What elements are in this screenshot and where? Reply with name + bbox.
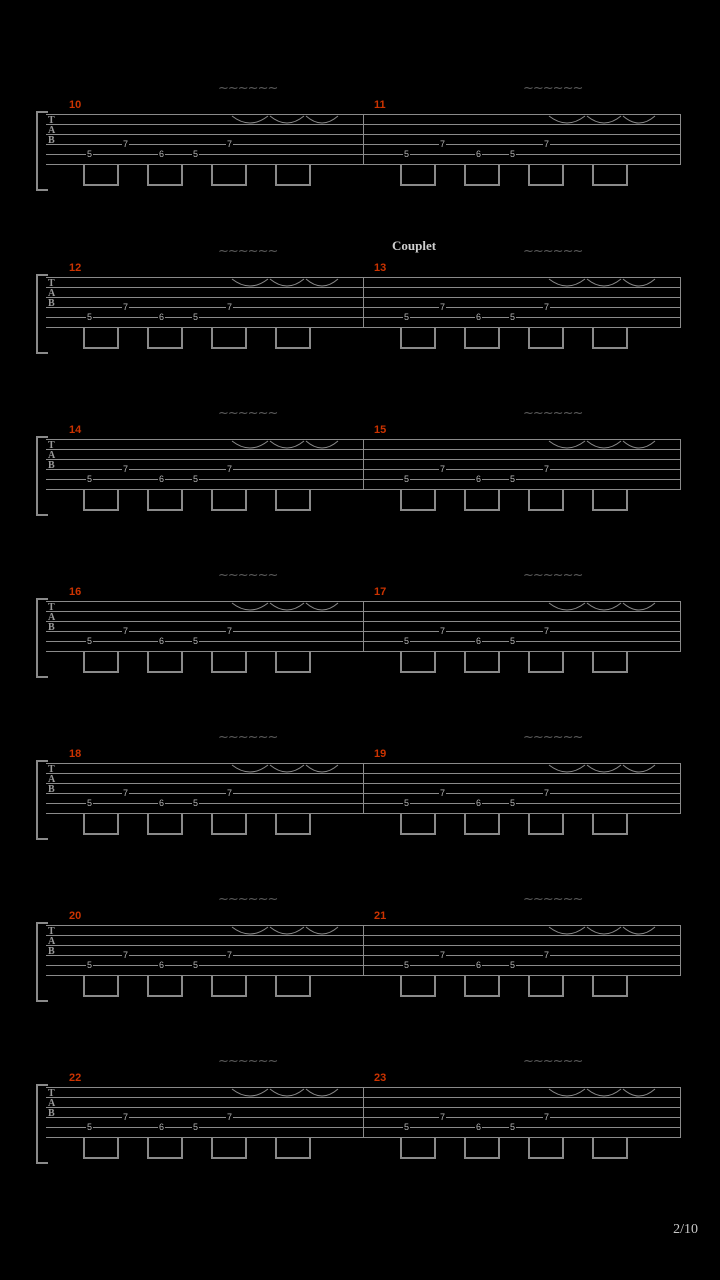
fret-number: 6 <box>476 474 482 484</box>
fret-number: 5 <box>193 1122 199 1132</box>
fret-number: 5 <box>510 1122 516 1132</box>
fret-number: 5 <box>193 960 199 970</box>
fret-number: 7 <box>123 464 129 474</box>
rhythm-notation <box>363 490 683 522</box>
vibrato-squiggle-icon: ~~~~~~ <box>523 730 583 745</box>
measure-number: 13 <box>374 262 387 274</box>
slur-arcs <box>363 1083 683 1123</box>
fret-number: 6 <box>159 149 165 159</box>
vibrato-squiggle-icon: ~~~~~~ <box>523 568 583 583</box>
rhythm-notation <box>363 165 683 197</box>
tab-clef-letter: A <box>48 450 56 461</box>
fret-number: 7 <box>544 139 550 149</box>
measure-number: 15 <box>374 424 387 436</box>
slur-arcs <box>363 110 683 150</box>
tab-clef-letter: B <box>48 946 55 957</box>
measure-number: 11 <box>374 99 386 111</box>
fret-number: 7 <box>227 950 233 960</box>
fret-number: 5 <box>404 149 410 159</box>
vibrato-squiggle-icon: ~~~~~~ <box>218 1054 278 1069</box>
measure-number: 20 <box>69 910 82 922</box>
fret-number: 5 <box>193 312 199 322</box>
fret-number: 6 <box>159 312 165 322</box>
slur-arcs <box>363 759 683 799</box>
fret-number: 5 <box>510 149 516 159</box>
measure-number: 22 <box>69 1072 82 1084</box>
vibrato-squiggle-icon: ~~~~~~ <box>218 568 278 583</box>
section-label: Couplet <box>392 238 437 253</box>
tab-clef-letter: A <box>48 612 56 623</box>
vibrato-squiggle-icon: ~~~~~~ <box>218 730 278 745</box>
fret-number: 7 <box>123 626 129 636</box>
tab-clef-letter: A <box>48 288 56 299</box>
rhythm-notation <box>363 328 683 360</box>
fret-number: 5 <box>193 474 199 484</box>
slur-arcs <box>363 273 683 313</box>
fret-number: 5 <box>193 798 199 808</box>
fret-number: 5 <box>87 474 93 484</box>
slur-arcs <box>46 597 366 637</box>
fret-number: 6 <box>159 798 165 808</box>
fret-number: 6 <box>476 960 482 970</box>
fret-number: 5 <box>87 1122 93 1132</box>
measure-number: 19 <box>374 748 387 760</box>
tab-clef-letter: T <box>48 764 55 775</box>
fret-number: 7 <box>440 950 446 960</box>
tab-clef-letter: B <box>48 784 55 795</box>
measure-number: 23 <box>374 1072 387 1084</box>
fret-number: 5 <box>87 149 93 159</box>
fret-number: 7 <box>227 788 233 798</box>
fret-number: 7 <box>544 950 550 960</box>
fret-number: 5 <box>87 798 93 808</box>
measure-number: 21 <box>374 910 387 922</box>
tab-clef-letter: A <box>48 774 56 785</box>
measure-number: 12 <box>69 262 82 274</box>
fret-number: 6 <box>476 636 482 646</box>
fret-number: 7 <box>123 788 129 798</box>
tab-clef-letter: B <box>48 1108 55 1119</box>
fret-number: 7 <box>440 1112 446 1122</box>
tab-clef-letter: T <box>48 602 55 613</box>
vibrato-squiggle-icon: ~~~~~~ <box>523 244 583 259</box>
tab-clef-letter: T <box>48 278 55 289</box>
rhythm-notation <box>363 652 683 684</box>
fret-number: 7 <box>123 1112 129 1122</box>
vibrato-squiggle-icon: ~~~~~~ <box>523 81 583 96</box>
slur-arcs <box>46 273 366 313</box>
fret-number: 7 <box>227 464 233 474</box>
tab-clef-letter: A <box>48 125 56 136</box>
fret-number: 7 <box>544 788 550 798</box>
fret-number: 5 <box>87 312 93 322</box>
fret-number: 6 <box>476 312 482 322</box>
slur-arcs <box>363 921 683 961</box>
vibrato-squiggle-icon: ~~~~~~ <box>218 406 278 421</box>
rhythm-notation <box>46 1138 366 1170</box>
fret-number: 5 <box>404 312 410 322</box>
fret-number: 7 <box>440 788 446 798</box>
fret-number: 7 <box>227 626 233 636</box>
tab-clef-letter: B <box>48 460 55 471</box>
fret-number: 7 <box>440 302 446 312</box>
vibrato-squiggle-icon: ~~~~~~ <box>218 244 278 259</box>
fret-number: 7 <box>440 139 446 149</box>
vibrato-squiggle-icon: ~~~~~~ <box>523 406 583 421</box>
fret-number: 6 <box>159 636 165 646</box>
slur-arcs <box>46 759 366 799</box>
fret-number: 6 <box>476 1122 482 1132</box>
fret-number: 5 <box>404 798 410 808</box>
fret-number: 6 <box>476 798 482 808</box>
vibrato-squiggle-icon: ~~~~~~ <box>218 892 278 907</box>
fret-number: 7 <box>123 139 129 149</box>
fret-number: 5 <box>87 960 93 970</box>
measure-number: 10 <box>69 99 82 111</box>
measure-number: 17 <box>374 586 387 598</box>
slur-arcs <box>363 597 683 637</box>
rhythm-notation <box>46 652 366 684</box>
fret-number: 7 <box>123 950 129 960</box>
rhythm-notation <box>46 165 366 197</box>
rhythm-notation <box>363 976 683 1008</box>
vibrato-squiggle-icon: ~~~~~~ <box>523 1054 583 1069</box>
rhythm-notation <box>46 490 366 522</box>
fret-number: 5 <box>87 636 93 646</box>
tab-clef-letter: A <box>48 1098 56 1109</box>
fret-number: 5 <box>404 1122 410 1132</box>
slur-arcs <box>46 435 366 475</box>
fret-number: 5 <box>510 474 516 484</box>
tab-clef-letter: B <box>48 135 55 146</box>
fret-number: 5 <box>510 636 516 646</box>
fret-number: 7 <box>544 464 550 474</box>
fret-number: 7 <box>227 1112 233 1122</box>
fret-number: 5 <box>193 636 199 646</box>
rhythm-notation <box>46 328 366 360</box>
measure-number: 14 <box>69 424 82 436</box>
vibrato-squiggle-icon: ~~~~~~ <box>523 892 583 907</box>
vibrato-squiggle-icon: ~~~~~~ <box>218 81 278 96</box>
slur-arcs <box>46 110 366 150</box>
tab-clef-letter: T <box>48 115 55 126</box>
fret-number: 5 <box>510 798 516 808</box>
tab-clef-letter: T <box>48 440 55 451</box>
rhythm-notation <box>46 976 366 1008</box>
fret-number: 6 <box>476 149 482 159</box>
fret-number: 7 <box>440 464 446 474</box>
fret-number: 7 <box>544 1112 550 1122</box>
slur-arcs <box>363 435 683 475</box>
fret-number: 7 <box>544 302 550 312</box>
measure-number: 18 <box>69 748 82 760</box>
rhythm-notation <box>363 814 683 846</box>
slur-arcs <box>46 1083 366 1123</box>
fret-number: 7 <box>440 626 446 636</box>
slur-arcs <box>46 921 366 961</box>
fret-number: 6 <box>159 474 165 484</box>
rhythm-notation <box>46 814 366 846</box>
rhythm-notation <box>363 1138 683 1170</box>
fret-number: 7 <box>227 139 233 149</box>
fret-number: 5 <box>193 149 199 159</box>
measure-number: 16 <box>69 586 82 598</box>
fret-number: 6 <box>159 960 165 970</box>
tab-clef-letter: T <box>48 1088 55 1099</box>
fret-number: 7 <box>544 626 550 636</box>
fret-number: 5 <box>510 960 516 970</box>
fret-number: 7 <box>227 302 233 312</box>
tab-clef-letter: A <box>48 936 56 947</box>
fret-number: 5 <box>404 474 410 484</box>
fret-number: 5 <box>404 960 410 970</box>
fret-number: 6 <box>159 1122 165 1132</box>
tab-clef-letter: B <box>48 622 55 633</box>
page-number: 2/10 <box>673 1222 698 1237</box>
tab-clef-letter: B <box>48 298 55 309</box>
fret-number: 5 <box>404 636 410 646</box>
fret-number: 7 <box>123 302 129 312</box>
fret-number: 5 <box>510 312 516 322</box>
tab-clef-letter: T <box>48 926 55 937</box>
